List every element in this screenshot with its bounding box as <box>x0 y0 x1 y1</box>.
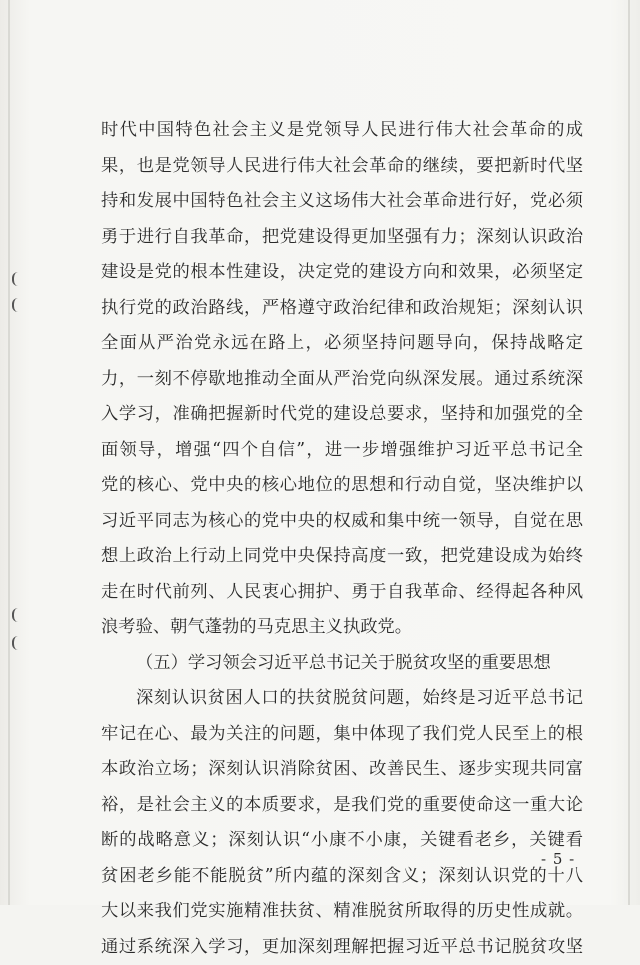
text-line: 通过系统深入学习，更加深刻理解把握习近平总书记脱贫攻坚 <box>101 930 583 965</box>
text-line: 执行党的政治路线，严格遵守政治纪律和政治规矩；深刻认识 <box>101 291 583 327</box>
text-line: 党的核心、党中央的核心地位的思想和行动自觉，坚决维护以 <box>101 468 583 504</box>
binding-mark <box>12 636 20 650</box>
text-line: 建设是党的根本性建设，决定党的建设方向和效果，必须坚定 <box>101 255 583 291</box>
binding-mark <box>12 298 20 312</box>
scan-edge-left <box>8 0 10 905</box>
text-line: 大以来我们党实施精准扶贫、精准脱贫所取得的历史性成就。 <box>101 894 583 930</box>
text-line: 断的战略意义；深刻认识“小康不小康，关键看老乡，关键看 <box>101 823 583 859</box>
text-line: 全面从严治党永远在路上，必须坚持问题导向，保持战略定 <box>101 326 583 362</box>
page-number: - 5 - <box>541 850 575 868</box>
binding-mark <box>12 272 20 286</box>
text-line: 贫困老乡能不能脱贫”所内蕴的深刻含义；深刻认识党的十八 <box>101 859 583 895</box>
text-line: 面领导，增强“四个自信”，进一步增强维护习近平总书记全 <box>101 433 583 469</box>
text-line: 本政治立场；深刻认识消除贫困、改善民生、逐步实现共同富 <box>101 752 583 788</box>
scan-edge-right <box>628 0 630 905</box>
text-line: 想上政治上行动上同党中央保持高度一致，把党建设成为始终 <box>101 539 583 575</box>
text-line: 力，一刻不停歇地推动全面从严治党向纵深发展。通过系统深 <box>101 362 583 398</box>
text-line: 入学习，准确把握新时代党的建设总要求，坚持和加强党的全 <box>101 397 583 433</box>
text-line: 裕，是社会主义的本质要求，是我们党的重要使命这一重大论 <box>101 788 583 824</box>
body-text <box>101 113 583 965</box>
text-line: 勇于进行自我革命，把党建设得更加坚强有力；深刻认识政治 <box>101 220 583 256</box>
text-line: 牢记在心、最为关注的问题，集中体现了我们党人民至上的根 <box>101 717 583 753</box>
text-line: 时代中国特色社会主义是党领导人民进行伟大社会革命的成 <box>101 113 583 149</box>
text-line: 习近平同志为核心的党中央的权威和集中统一领导，自觉在思 <box>101 504 583 540</box>
section-heading: （五）学习领会习近平总书记关于脱贫攻坚的重要思想 <box>101 646 583 682</box>
text-line: 持和发展中国特色社会主义这场伟大社会革命进行好，党必须 <box>101 184 583 220</box>
binding-mark <box>12 608 20 622</box>
text-line: 浪考验、朝气蓬勃的马克思主义执政党。 <box>101 610 583 646</box>
text-line: 走在时代前列、人民衷心拥护、勇于自我革命、经得起各种风 <box>101 575 583 611</box>
text-line: 果，也是党领导人民进行伟大社会革命的继续，要把新时代坚 <box>101 149 583 185</box>
text-line: 深刻认识贫困人口的扶贫脱贫问题，始终是习近平总书记 <box>101 681 583 717</box>
